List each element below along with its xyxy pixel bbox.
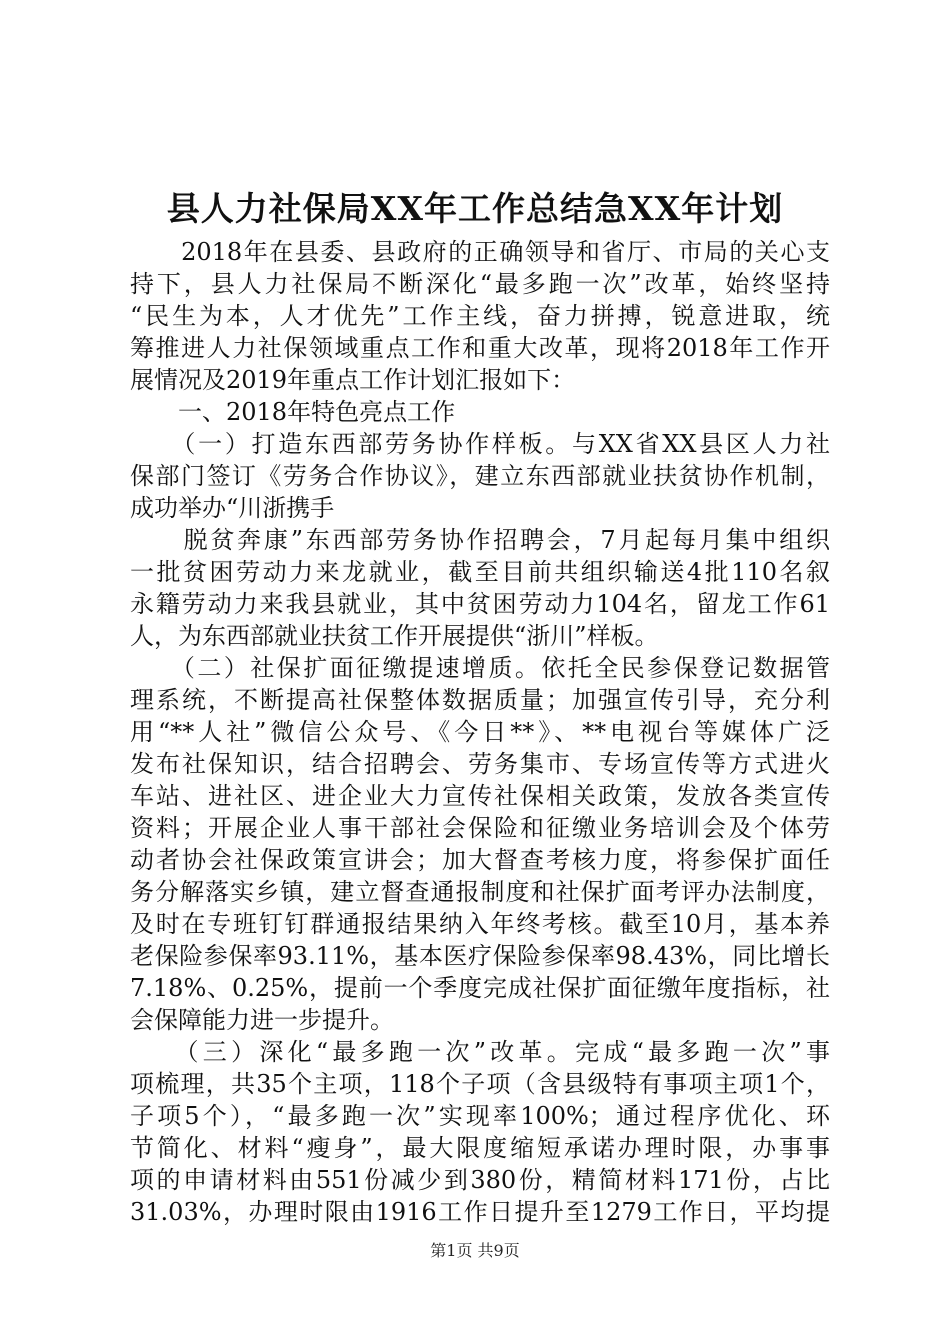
- text-line: 一、2018年特色亮点工作: [130, 398, 456, 426]
- text-line: 会保障能力进一步提升。: [130, 1006, 394, 1034]
- body-text: [130, 236, 830, 1228]
- text-line: 保部门签订《劳务合作协议》，建立东西部就业扶贫协作机制，: [130, 462, 830, 490]
- text-line: “民生为本，人才优先”工作主线，奋力拼搏，锐意进取，统: [130, 302, 830, 330]
- page-footer: 第1页 共9页: [430, 1241, 520, 1260]
- text-line: 筹推进人力社保领域重点工作和重大改革，现将2018年工作开: [130, 334, 830, 362]
- text-line: 永籍劳动力来我县就业，其中贫困劳动力104名，留龙工作61: [130, 590, 830, 618]
- text-line: 车站、进社区、进企业大力宣传社保相关政策，发放各类宣传: [130, 782, 830, 810]
- text-line: 动者协会社保政策宣讲会；加大督查考核力度，将参保扩面任: [130, 846, 830, 874]
- text-line: 资料；开展企业人事干部社会保险和征缴业务培训会及个体劳: [130, 814, 830, 842]
- text-line: 一批贫困劳动力来龙就业，截至目前共组织输送4批110名叙: [130, 558, 830, 586]
- text-line: （二）社保扩面征缴提速增质。依托全民参保登记数据管: [130, 654, 830, 682]
- text-line: （一）打造东西部劳务协作样板。与XX省XX县区人力社: [130, 430, 830, 458]
- page-title: 县人力社保局XX年工作总结急XX年计划: [166, 189, 784, 228]
- text-line: 2018年在县委、县政府的正确领导和省厅、市局的关心支: [130, 238, 830, 266]
- text-line: 务分解落实乡镇，建立督查通报制度和社保扩面考评办法制度，: [130, 878, 830, 906]
- text-line: 持下，县人力社保局不断深化“最多跑一次”改革，始终坚持: [130, 270, 830, 298]
- text-line: 展情况及2019年重点工作计划汇报如下：: [130, 366, 576, 394]
- text-line: （三）深化“最多跑一次”改革。完成“最多跑一次”事: [130, 1038, 830, 1066]
- text-line: 节简化、材料“瘦身”，最大限度缩短承诺办理时限，办事事: [130, 1134, 830, 1162]
- text-line: 老保险参保率93.11%，基本医疗保险参保率98.43%，同比增长: [130, 942, 830, 970]
- text-line: 及时在专班钉钉群通报结果纳入年终考核。截至10月，基本养: [130, 910, 830, 938]
- text-line: 发布社保知识，结合招聘会、劳务集市、专场宣传等方式进火: [130, 750, 830, 778]
- text-line: 7.18%、0.25%，提前一个季度完成社保扩面征缴年度指标，社: [130, 974, 830, 1002]
- text-line: 31.03%，办理时限由1916工作日提升至1279工作日，平均提: [130, 1198, 830, 1226]
- text-line: 成功举办“川浙携手: [130, 494, 335, 522]
- text-line: 理系统，不断提高社保整体数据质量；加强宣传引导，充分利: [130, 686, 830, 714]
- text-line: 子项5个），“最多跑一次”实现率100%；通过程序优化、环: [130, 1102, 830, 1130]
- text-line: 项梳理，共35个主项，118个子项（含县级特有事项主项1个，: [130, 1070, 830, 1098]
- text-line: 用“**人社”微信公众号、《今日**》、**电视台等媒体广泛: [130, 718, 830, 746]
- text-line: 项的申请材料由551份减少到380份，精简材料171份，占比: [130, 1166, 830, 1194]
- text-line: 脱贫奔康”东西部劳务协作招聘会，7月起每月集中组织: [130, 526, 830, 554]
- text-line: 人，为东西部就业扶贫工作开展提供“浙川”样板。: [130, 622, 659, 650]
